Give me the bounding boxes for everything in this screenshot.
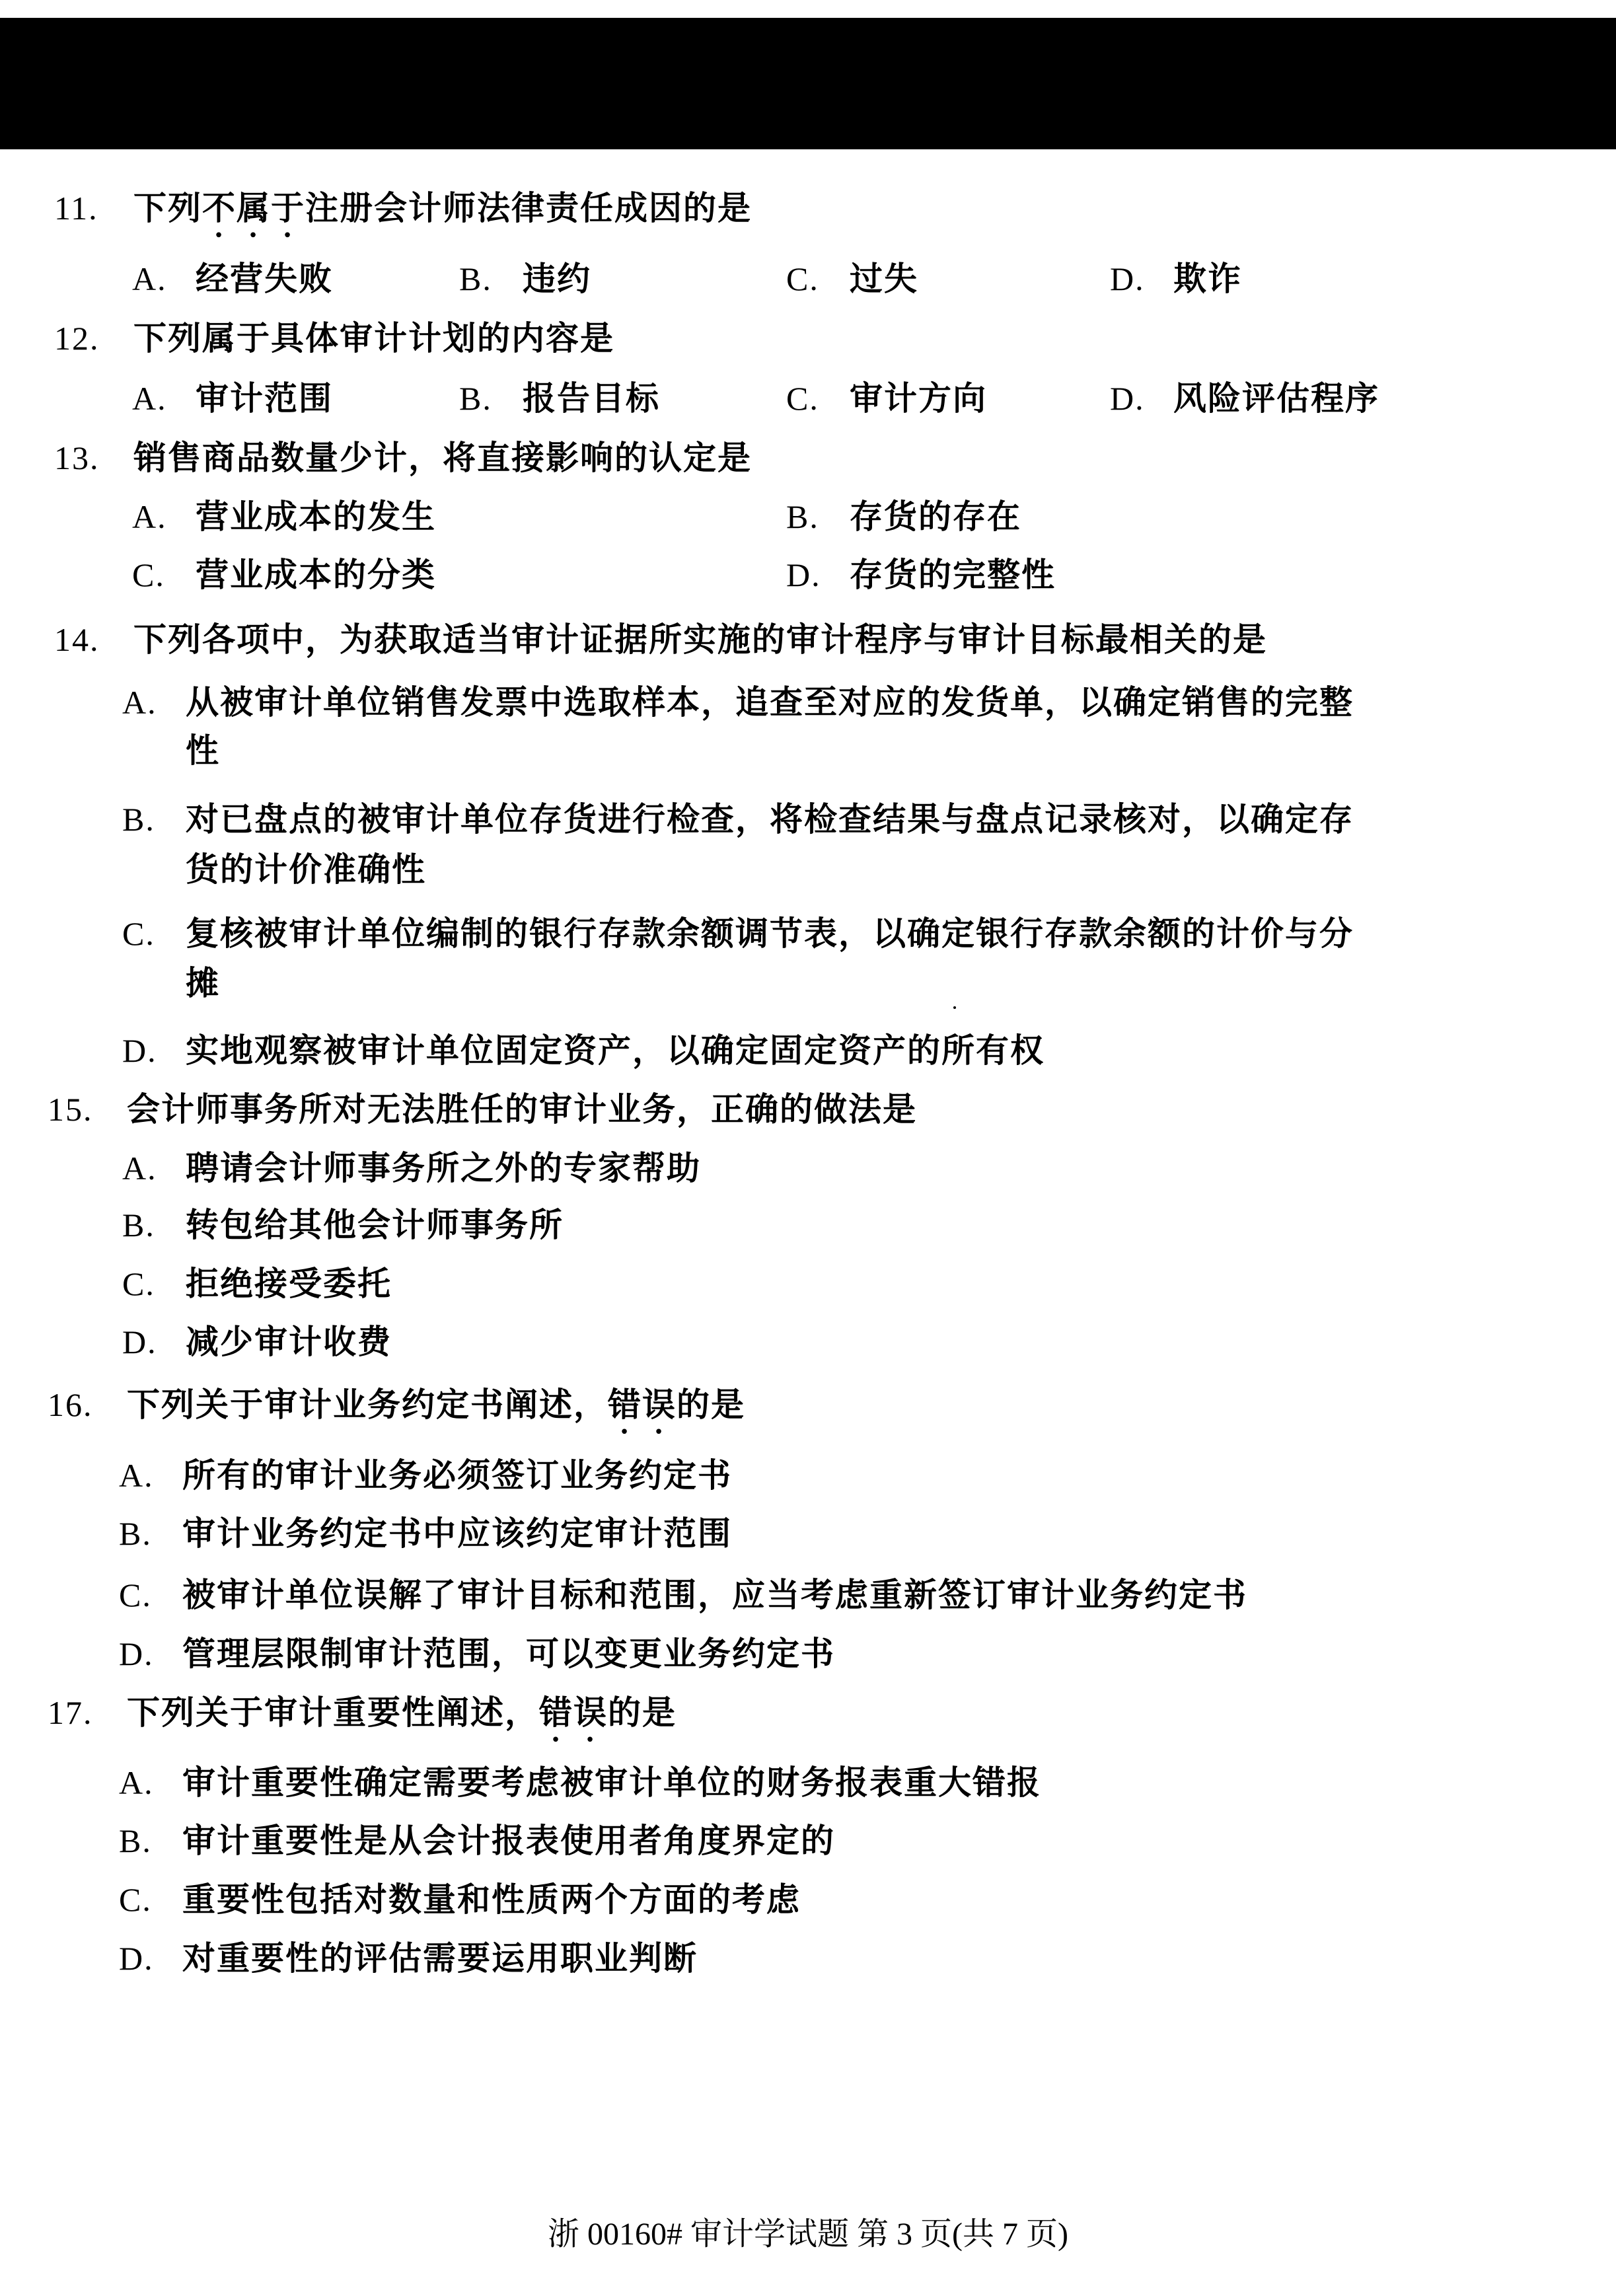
option-letter: A. (132, 260, 167, 297)
option-letter: A. (122, 684, 157, 721)
option-text: 过失 (850, 259, 918, 298)
option-text: 对已盘点的被审计单位存货进行检查，将检查结果与盘点记录核对，以确定存 (186, 799, 1354, 838)
option-letter: B. (119, 1515, 152, 1552)
emphasis-char: 不 (202, 188, 237, 227)
question-text: 下列关于审计重要性阐述， (127, 1693, 539, 1732)
emphasis-char: 于 (271, 188, 305, 227)
question-text: 会计师事务所对无法胜任的审计业务，正确的做法是 (127, 1090, 917, 1129)
option-letter: C. (786, 260, 819, 297)
option-letter: A. (119, 1764, 154, 1801)
option-text: 摊 (186, 963, 220, 1002)
question-text: 的是 (608, 1693, 677, 1732)
emphasis-char: 错 (539, 1693, 573, 1732)
option-letter: A. (132, 380, 167, 417)
question-text: 销售商品数量少计，将直接影响的认定是 (133, 438, 752, 477)
question-text: 的是 (677, 1385, 745, 1424)
emphasis-char: 误 (642, 1385, 677, 1424)
emphasis-char: 错 (608, 1385, 642, 1424)
option-letter: B. (122, 1206, 155, 1243)
question-text: 注册会计师法律责任成因的是 (305, 188, 752, 227)
option-letter: C. (132, 556, 165, 593)
question-number: 16. (48, 1386, 93, 1423)
option-letter: D. (122, 1323, 157, 1360)
option-text: 重要性包括对数量和性质两个方面的考虑 (182, 1880, 801, 1919)
option-letter: C. (119, 1576, 152, 1613)
option-text: 所有的审计业务必须签订业务约定书 (182, 1456, 732, 1495)
emphasis-char: 误 (573, 1693, 608, 1732)
option-text: 营业成本的分类 (196, 555, 436, 594)
emphasis-char: 属 (237, 188, 271, 227)
question-number: 15. (48, 1091, 93, 1128)
question-number: 17. (48, 1694, 93, 1731)
option-text: 审计重要性是从会计报表使用者角度界定的 (182, 1821, 835, 1860)
option-text: 管理层限制审计范围，可以变更业务约定书 (182, 1634, 835, 1673)
option-a[interactable] (132, 379, 333, 418)
option-a[interactable] (132, 497, 436, 537)
option-text: 聘请会计师事务所之外的专家帮助 (186, 1148, 701, 1187)
question-text: 下列 (133, 188, 202, 227)
option-text: 风险评估程序 (1173, 379, 1379, 418)
option-letter: C. (786, 380, 819, 417)
option-d[interactable] (1110, 379, 1379, 418)
option-b[interactable] (459, 379, 660, 418)
option-text: 审计范围 (196, 379, 333, 418)
option-letter: D. (786, 556, 821, 593)
option-letter: D. (1110, 380, 1145, 417)
page-footer: 浙 00160# 审计学试题 第 3 页(共 7 页) (548, 2217, 1068, 2252)
option-text: 存货的完整性 (850, 555, 1056, 594)
option-d[interactable] (1110, 259, 1242, 299)
option-text: 拒绝接受委托 (186, 1264, 392, 1303)
option-text: 减少审计收费 (186, 1322, 392, 1361)
option-text: 实地观察被审计单位固定资产，以确定固定资产的所有权 (186, 1031, 1045, 1070)
option-text: 存货的存在 (850, 497, 1021, 536)
option-letter: C. (122, 1265, 155, 1302)
option-text: 货的计价准确性 (186, 850, 426, 889)
option-letter: B. (119, 1822, 152, 1859)
option-letter: D. (122, 1032, 157, 1069)
option-letter: B. (459, 260, 492, 297)
option-text: 性 (186, 731, 220, 770)
option-c[interactable] (786, 379, 987, 418)
option-text: 复核被审计单位编制的银行存款余额调节表，以确定银行存款余额的计价与分 (186, 914, 1354, 953)
question-text: 下列属于具体审计计划的内容是 (133, 318, 614, 357)
option-letter: B. (459, 380, 492, 417)
option-letter: D. (1110, 260, 1145, 297)
scan-speck (953, 1006, 956, 1009)
option-letter: C. (122, 915, 155, 952)
option-letter: B. (122, 801, 155, 838)
redacted-header-bar (0, 18, 1616, 149)
option-a[interactable] (132, 259, 333, 299)
option-c[interactable] (132, 555, 436, 595)
question-number: 11. (54, 190, 98, 227)
option-text: 被审计单位误解了审计目标和范围，应当考虑重新签订审计业务约定书 (182, 1575, 1247, 1614)
question-text: 下列关于审计业务约定书阐述， (127, 1385, 608, 1424)
option-text: 转包给其他会计师事务所 (186, 1205, 564, 1244)
option-text: 审计业务约定书中应该约定审计范围 (182, 1514, 732, 1553)
option-letter: C. (119, 1881, 152, 1918)
question-number: 13. (54, 439, 100, 476)
option-d[interactable] (786, 555, 1056, 595)
option-text: 经营失败 (196, 259, 333, 298)
option-letter: A. (132, 498, 167, 535)
option-text: 审计方向 (850, 379, 987, 418)
option-text: 报告目标 (523, 379, 660, 418)
option-text: 违约 (523, 259, 591, 298)
option-letter: D. (119, 1940, 154, 1977)
question-text: 下列各项中，为获取适当审计证据所实施的审计程序与审计目标最相关的是 (133, 620, 1267, 659)
option-text: 审计重要性确定需要考虑被审计单位的财务报表重大错报 (182, 1763, 1041, 1802)
question-number: 12. (54, 320, 100, 357)
option-letter: A. (122, 1150, 157, 1187)
option-letter: D. (119, 1635, 154, 1672)
option-b[interactable] (459, 259, 591, 299)
question-number: 14. (54, 621, 100, 658)
option-text: 从被审计单位销售发票中选取样本，追查至对应的发货单，以确定销售的完整 (186, 683, 1354, 722)
option-text: 营业成本的发生 (196, 497, 436, 536)
option-text: 对重要性的评估需要运用职业判断 (182, 1939, 698, 1978)
option-text: 欺诈 (1173, 259, 1242, 298)
option-c[interactable] (786, 259, 918, 299)
option-letter: A. (119, 1457, 154, 1494)
option-b[interactable] (786, 497, 1021, 537)
option-letter: B. (786, 498, 819, 535)
